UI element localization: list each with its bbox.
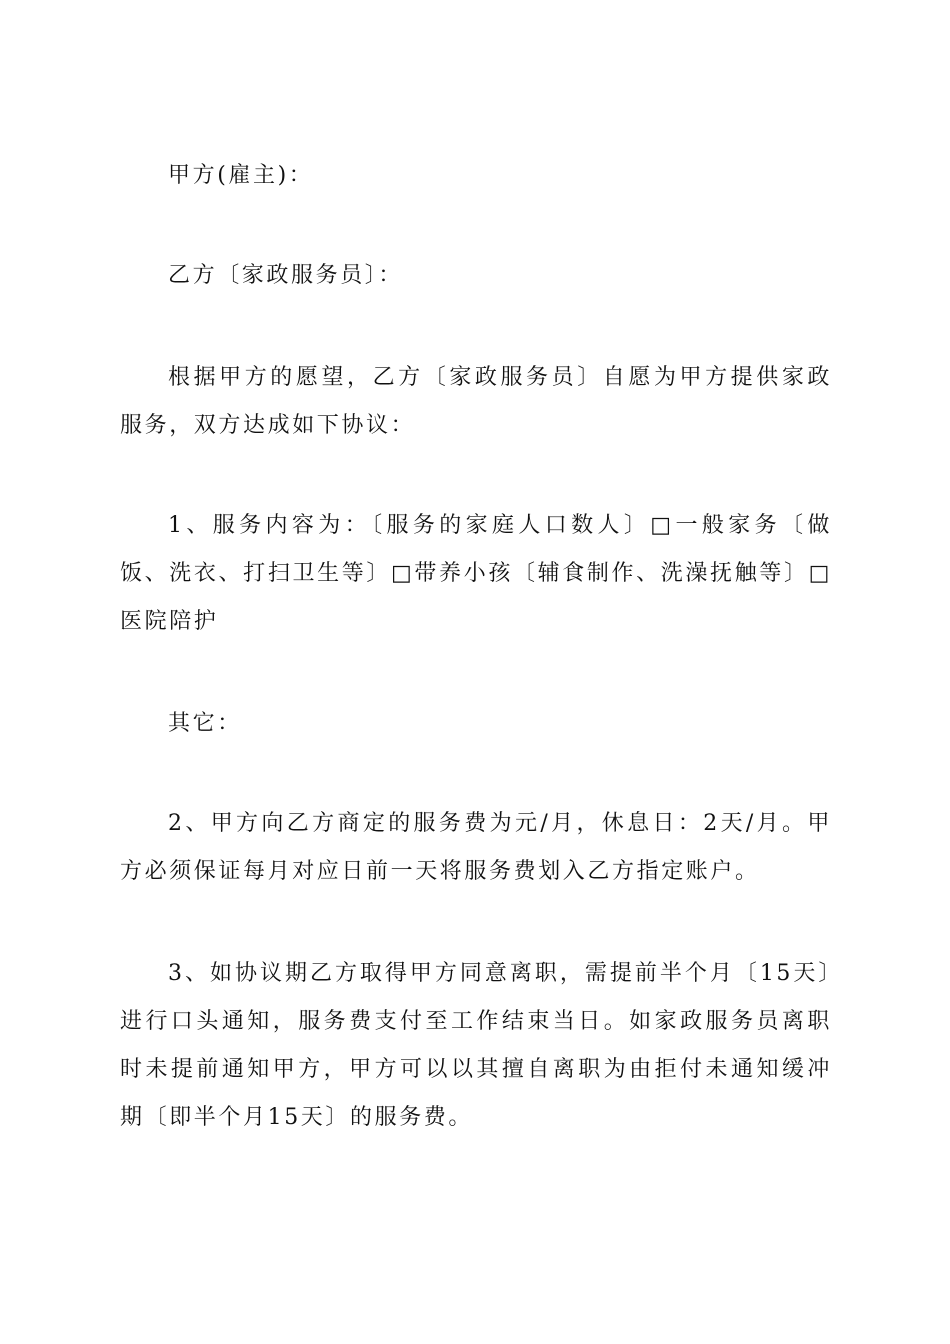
clause-1-service-content: 1、服务内容为：〔服务的家庭人口数人〕□一般家务〔做饭、洗衣、打扫卫生等〕□带养小孩〔辅食制作、洗澡抚触等〕□医院陪护: [120, 513, 832, 634]
party-b-line: 乙方〔家政服务员〕：: [168, 263, 404, 288]
clause-3-resignation: 3、如协议期乙方取得甲方同意离职，需提前半个月〔15天〕进行口头通知，服务费支付至工作结束当日。如家政服务员离职时未提前通知甲方，甲方可以以其擅自离职为由拒付未通知缓冲期〔即半个月15天〕的服务费。: [120, 961, 832, 1130]
party-a-line: 甲方(雇主)：: [168, 163, 314, 188]
other-line: 其它：: [168, 711, 242, 736]
preamble-paragraph: 根据甲方的愿望，乙方〔家政服务员〕自愿为甲方提供家政服务，双方达成如下协议：: [120, 365, 832, 438]
clause-2-service-fee: 2、甲方向乙方商定的服务费为元/月，休息日：2天/月。甲方必须保证每月对应日前一天将服务费划入乙方指定账户。: [120, 811, 832, 884]
